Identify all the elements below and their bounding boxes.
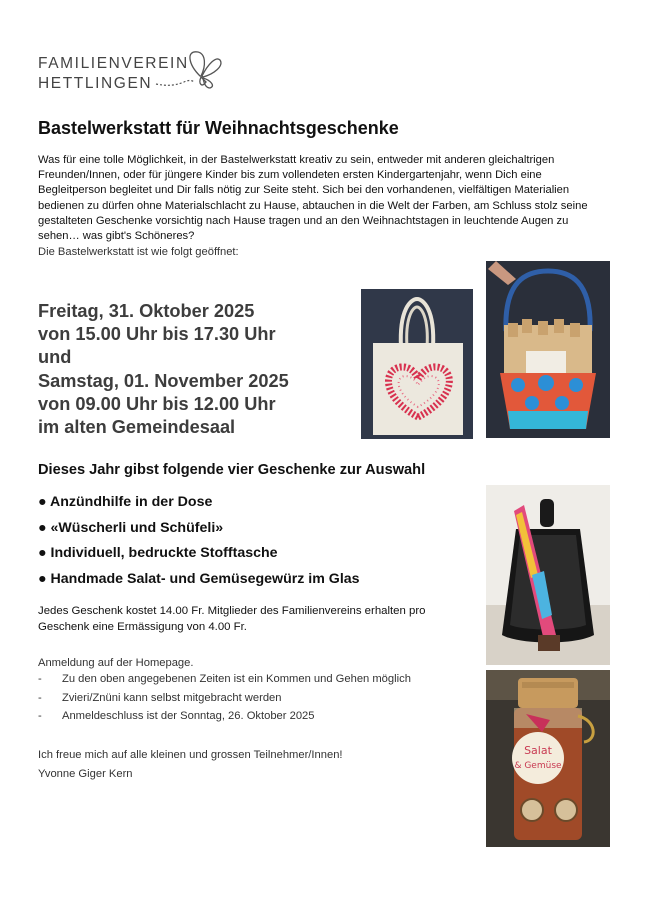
- intro-text: Was für eine tolle Möglichkeit, in der Bastelwerkstatt kreativ zu sein, entweder mit anderen gleichaltrigen Freunden/Innen, oder für jüngere Kinder bis zum vollendeten ersten Kindergartenjahr, wenn Dich eine Begleitperson begleitet und Dir falls nötig zur Seite steht. Sich bei den vorhandenen, vielfältigen Materialien bedienen zu dürfen ohne Materialschlacht zu Hause, abtauchen in die Welt der Farben, am Schluss stolz seine gestalteten Geschenke vorsichtig nach Hause tragen und an den Weihnachtstagen in leuchtende Augen zu sehen… was gibt's Schöneres?: [38, 154, 588, 243]
- date-line: im alten Gemeindesaal: [38, 417, 236, 438]
- tote-bag-heart-photo: [361, 289, 473, 439]
- date-line: Samstag, 01. November 2025: [38, 370, 289, 391]
- list-item: ● Individuell, bedruckte Stofftasche: [38, 545, 278, 561]
- logo-line-1: FAMILIENVEREIN: [38, 55, 189, 72]
- signature: Yvonne Giger Kern: [38, 768, 133, 780]
- price-text: Jedes Geschenk kostet 14.00 Fr. Mitglieder des Familienvereins erhalten pro Geschenk eine Ermässigung von 4.00 Fr.: [38, 605, 426, 633]
- gifts-title: Dieses Jahr gibst folgende vier Geschenke zur Auswahl: [38, 462, 426, 478]
- gift-list: [38, 494, 360, 596]
- list-item: ● Anzündhilfe in der Dose: [38, 494, 213, 510]
- closing-line: Ich freue mich auf alle kleinen und grossen Teilnehmer/Innen!: [38, 749, 343, 761]
- registration-heading: Anmeldung auf der Homepage.: [38, 657, 194, 669]
- fire-starter-basket-photo: [486, 261, 610, 438]
- familienverein-logo: [38, 46, 228, 98]
- list-item: - Anmeldeschluss ist der Sonntag, 26. Oktober 2025: [38, 710, 315, 722]
- butterfly-icon: [38, 46, 228, 98]
- list-item: ● Handmade Salat- und Gemüsegewürz im Glas: [38, 570, 360, 587]
- date-line: von 09.00 Uhr bis 12.00 Uhr: [38, 393, 276, 414]
- list-item: ● «Wüscherli und Schüfeli»: [38, 519, 224, 536]
- opening-intro: Die Bastelwerkstatt ist wie folgt geöffnet:: [38, 246, 239, 258]
- logo-line-2: HETTLINGEN: [38, 75, 153, 92]
- dates-block: [38, 300, 289, 439]
- closing-text: [38, 746, 343, 784]
- page-title: Bastelwerkstatt für Weihnachtsgeschenke: [38, 118, 399, 138]
- list-item: - Zu den oben angegebenen Zeiten ist ein Kommen und Gehen möglich: [38, 673, 411, 685]
- list-item: - Zvieri/Znüni kann selbst mitgebracht werden: [38, 691, 282, 704]
- date-line: von 15.00 Uhr bis 17.30 Uhr: [38, 324, 276, 345]
- spice-jar-photo: [486, 670, 610, 847]
- registration-list: [38, 673, 411, 729]
- jar-label-line-2: & Gemüse: [514, 761, 562, 771]
- date-line: Freitag, 31. Oktober 2025: [38, 301, 255, 321]
- jar-label-line-1: Salat: [524, 744, 552, 757]
- dustpan-brush-photo: [486, 485, 610, 665]
- date-line: und: [38, 347, 72, 368]
